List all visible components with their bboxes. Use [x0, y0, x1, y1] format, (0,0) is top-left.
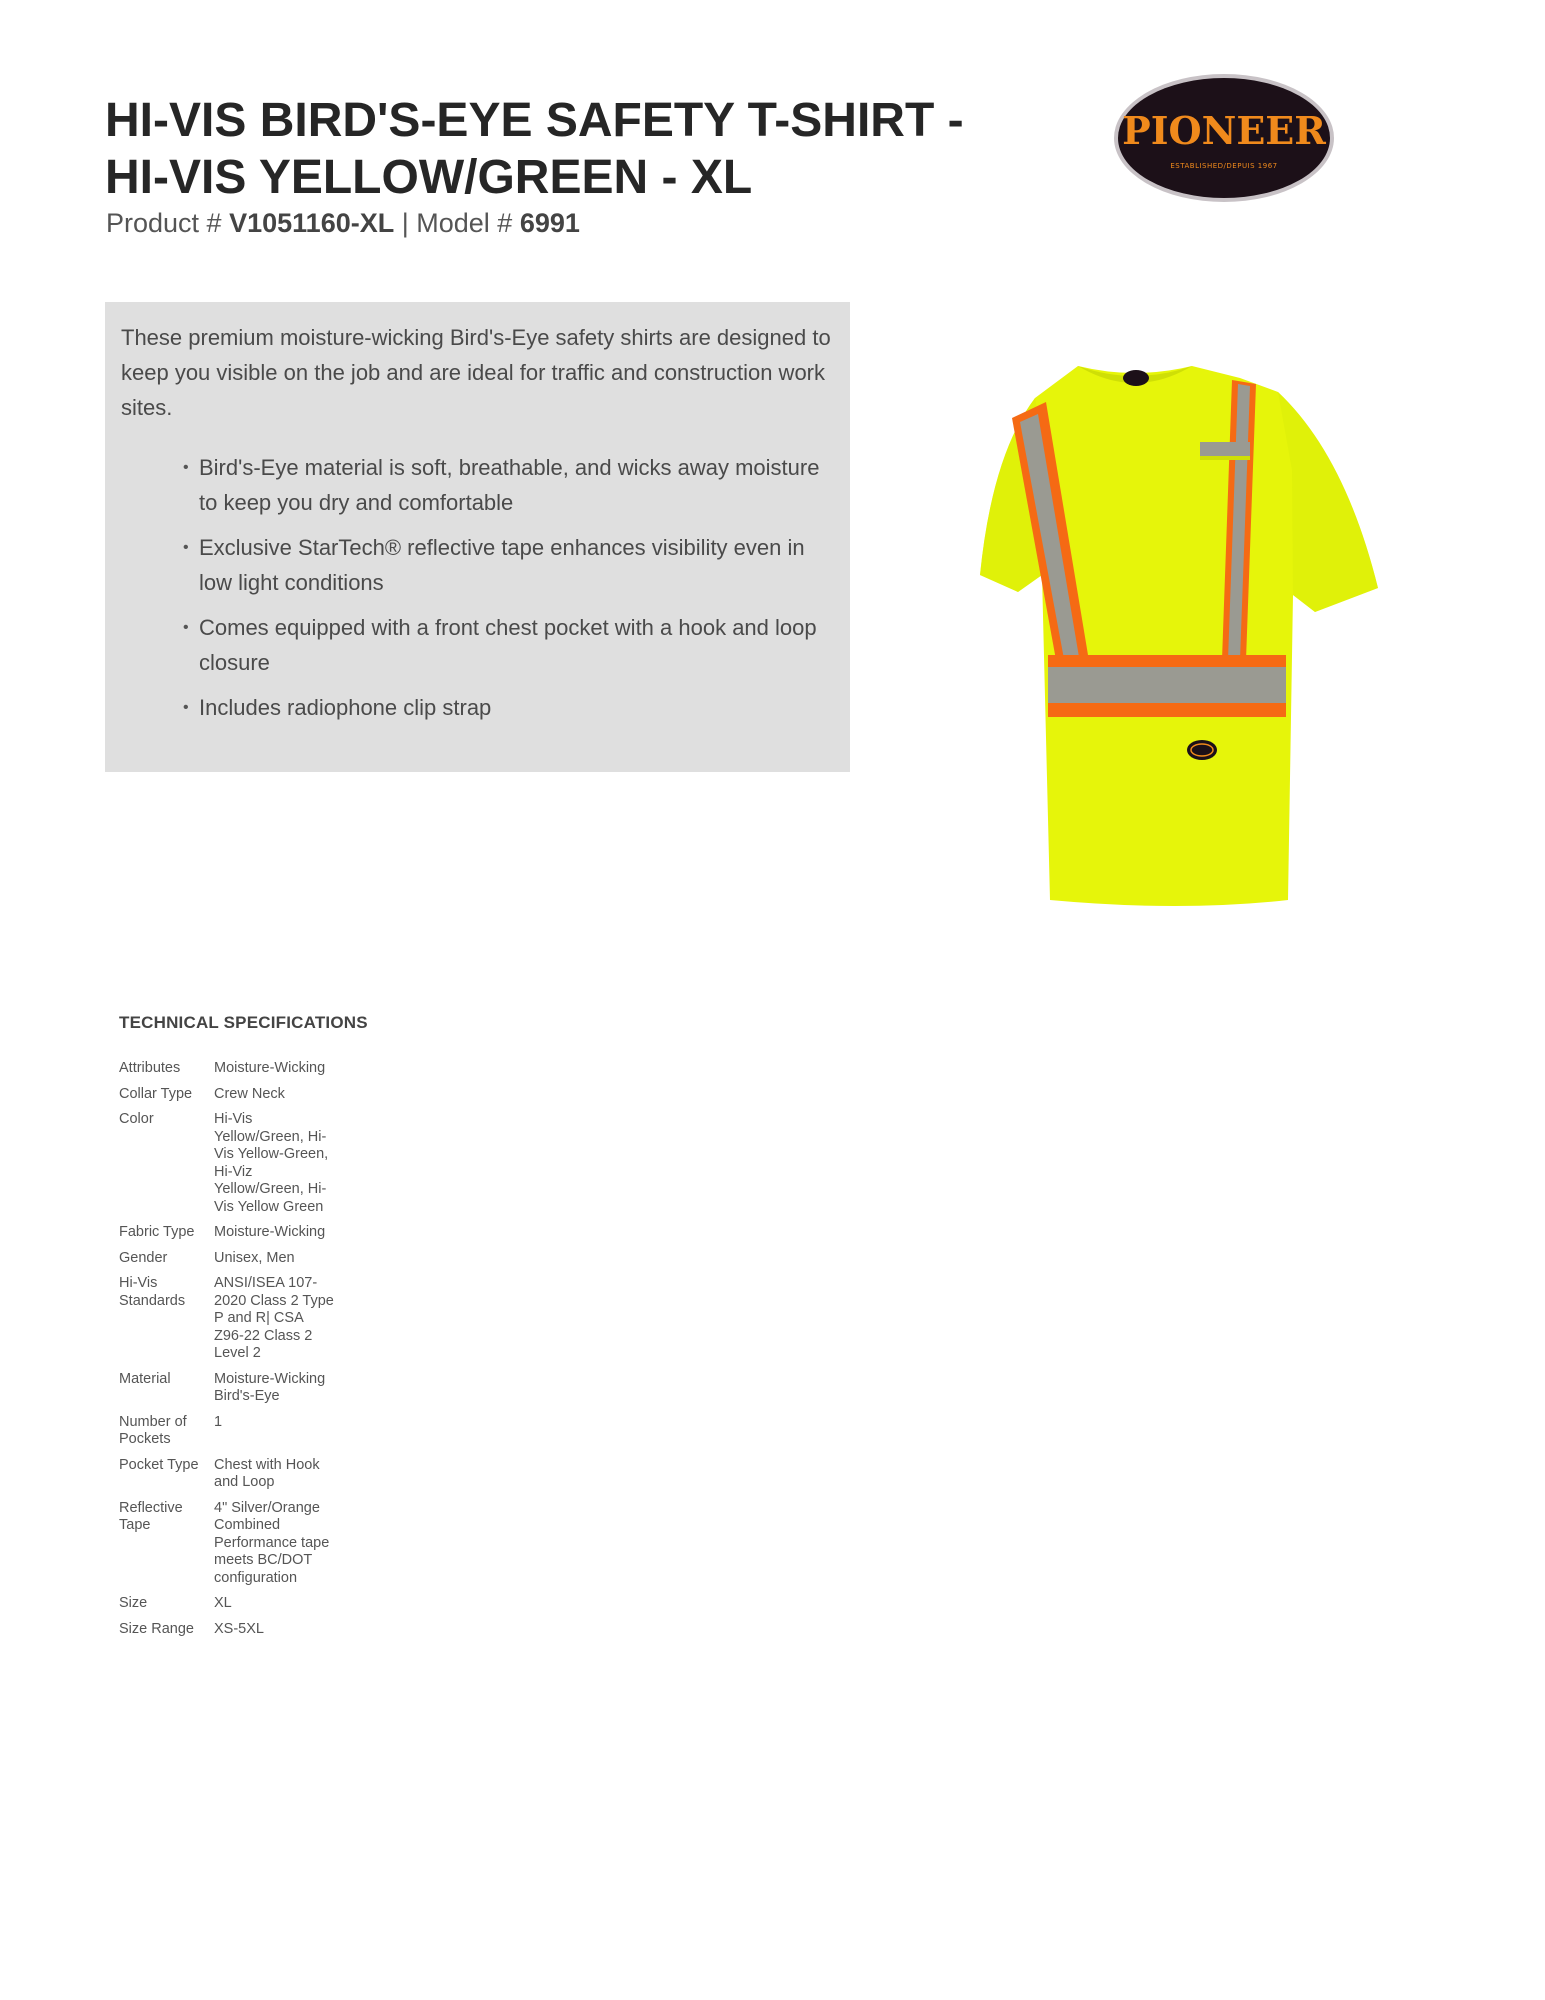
specs-table: [119, 1060, 334, 1646]
spec-row: [119, 1250, 334, 1276]
spec-value: Hi-Vis Yellow/Green, Hi-Vis Yellow-Green, Hi-Viz Yellow/Green, Hi-Vis Yellow Green: [214, 1111, 329, 1215]
product-title: [105, 92, 1025, 206]
spec-row: [119, 1595, 334, 1621]
spec-key: Collar Type: [119, 1085, 193, 1102]
spec-key: Hi-Vis Standards: [119, 1275, 186, 1309]
spec-value: 4" Silver/Orange Combined Performance tape meets BC/DOT configuration: [214, 1499, 330, 1586]
product-number: V1051160-XL: [229, 208, 395, 238]
product-identifiers: [106, 206, 580, 240]
logo-brand-text: PIONEER: [1122, 108, 1326, 153]
spec-row: [119, 1621, 334, 1647]
feature-list: [121, 450, 834, 725]
spec-row: [119, 1500, 334, 1596]
identifier-separator: |: [401, 208, 409, 238]
spec-row: [119, 1086, 334, 1112]
spec-key: Pocket Type: [119, 1456, 199, 1473]
spec-key: Reflective Tape: [119, 1499, 183, 1533]
spec-value: XL: [214, 1595, 232, 1611]
spec-value: 1: [214, 1413, 223, 1430]
spec-key: Gender: [119, 1249, 168, 1266]
model-number: 6991: [519, 208, 580, 238]
product-title-line-2: HI-VIS YELLOW/GREEN - XL: [105, 151, 753, 204]
spec-row: [119, 1111, 334, 1224]
spec-row: [119, 1275, 334, 1371]
pioneer-logo: [1112, 72, 1336, 204]
description-panel: [105, 302, 850, 772]
spec-key: Color: [119, 1111, 154, 1127]
feature-item: • Includes radiophone clip strap: [183, 690, 839, 725]
spec-row: [119, 1371, 334, 1414]
model-number-label: Model #: [416, 208, 513, 238]
spec-row: [119, 1224, 334, 1250]
product-image-safety-shirt: [900, 360, 1390, 920]
specs-heading: TECHNICAL SPECIFICATIONS: [119, 1013, 368, 1032]
spec-key: Size Range: [119, 1620, 194, 1637]
spec-value: ANSI/ISEA 107-2020 Class 2 Type P and R| CSA Z96-22 Class 2 Level 2: [214, 1275, 334, 1361]
feature-item: • Exclusive StarTech® reflective tape enhances visibility even in low light conditions: [183, 530, 839, 600]
spec-value: Moisture-Wicking: [214, 1224, 326, 1240]
feature-item: • Bird's-Eye material is soft, breathable, and wicks away moisture to keep you dry and comfortable: [183, 450, 839, 520]
product-title-line-1: HI-VIS BIRD'S-EYE SAFETY T-SHIRT -: [105, 94, 964, 147]
spec-value: Unisex, Men: [214, 1249, 295, 1266]
spec-key: Material: [119, 1370, 171, 1387]
spec-key: Attributes: [119, 1060, 181, 1076]
logo-tagline-text: ESTABLISHED/DEPUIS 1967: [1170, 162, 1278, 170]
feature-item: • Comes equipped with a front chest pocket with a hook and loop closure: [183, 610, 839, 680]
spec-value: Moisture-Wicking: [214, 1060, 326, 1076]
spec-value: Moisture-Wicking Bird's-Eye: [214, 1370, 326, 1404]
spec-value: Chest with Hook and Loop: [214, 1456, 320, 1490]
spec-value: XS-5XL: [214, 1620, 264, 1637]
spec-value: Crew Neck: [214, 1085, 285, 1102]
spec-row: [119, 1060, 334, 1086]
spec-key: Size: [119, 1595, 148, 1611]
product-number-label: Product #: [106, 208, 222, 238]
spec-row: [119, 1414, 334, 1457]
description-intro: These premium moisture-wicking Bird's-Eye safety shirts are designed to keep you visible on the job and are ideal for traffic and construction work sites.: [121, 325, 831, 420]
spec-key: Fabric Type: [119, 1224, 195, 1240]
spec-key: Number of Pockets: [119, 1413, 187, 1447]
spec-row: [119, 1457, 334, 1500]
